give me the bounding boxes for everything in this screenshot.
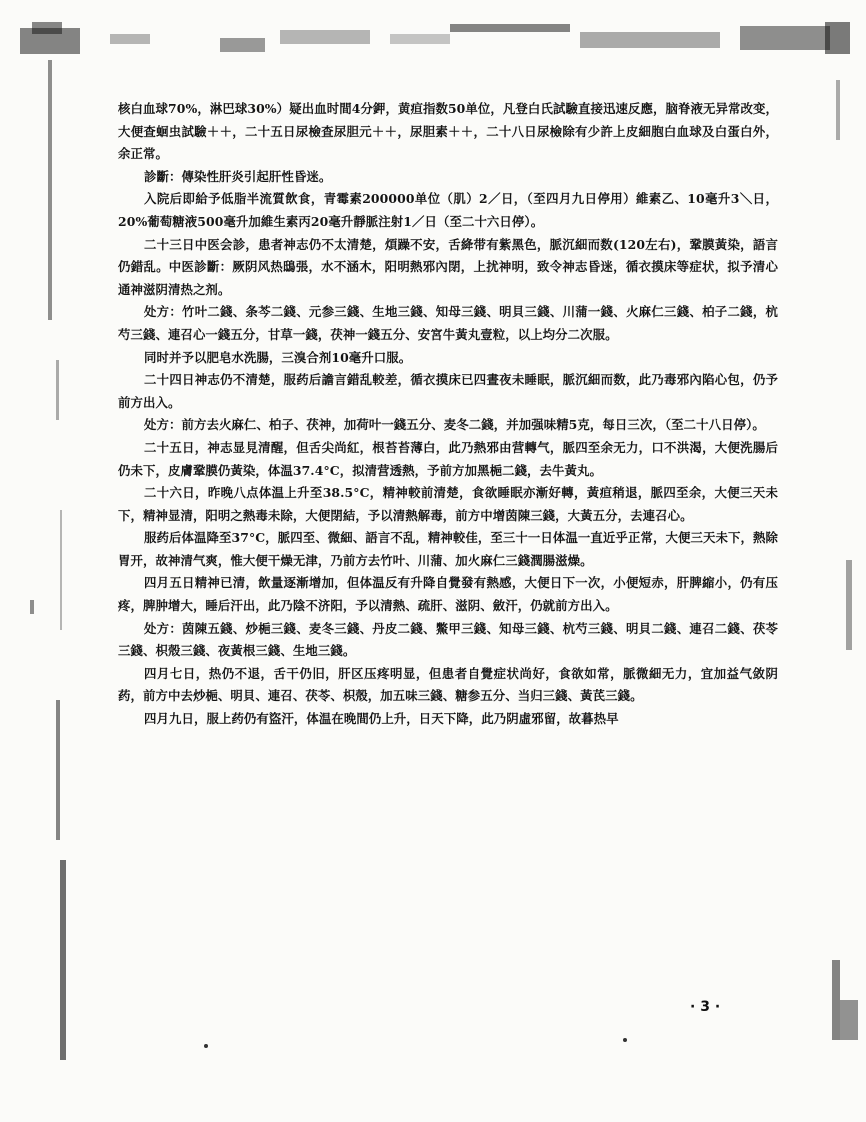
paragraph-prescription-3: 处方：茵陳五錢、炒梔三錢、麦冬三錢、丹皮二錢、鱉甲三錢、知母三錢、杭芍三錢、明貝二錢、連召二錢、茯苓三錢、枳殼三錢、夜黃根三錢、生地三錢。 — [118, 620, 778, 659]
paragraph-day-24: 二十四日神志仍不清楚，服药后譫言錯乱較差，循衣摸床已四晝夜未睡眠，脈沉細而数，此乃毒邪內陷心包，仍予前方出入。 — [118, 372, 778, 410]
scan-speck — [623, 1038, 627, 1042]
document-body — [118, 98, 778, 731]
page-number-value: 3 — [700, 999, 710, 1015]
paragraph-after-medication: 服药后体温降至37°C，脈四至、微細、語言不乱，精神較佳，至三十一日体温一直近乎正常，大便三天未下，熱除胃开，故神清气爽，惟大便干燥无津，乃前方去竹叶、川蒲、加火麻仁三錢潤腸滋燥。 — [118, 530, 778, 568]
scan-noise-right — [806, 60, 866, 1060]
scan-noise-left — [0, 60, 80, 1060]
paragraph-prescription-1: 处方：竹叶二錢、条芩二錢、元参三錢、生地三錢、知母三錢、明貝三錢、川蒲一錢、火麻仁三錢、柏子二錢，杭芍三錢、連召心一錢五分，甘草一錢，茯神一錢五分、安宮牛黃丸壹粒，以上均分二次服。 — [118, 304, 778, 342]
paragraph-day-25: 二十五日，神志显見清醒，但舌尖尚紅，根苔苔薄白，此乃熱邪由营轉气，脈四至余无力，口不洪渴，大便洗腸后仍未下，皮膚鞏膜仍黃染，体温37.4°C，拟清营透熱，予前方加黑梔二錢，去牛黃丸。 — [118, 439, 778, 478]
paragraph-1: 核白血球70%，淋巴球30%）疑出血时間4分鉀，黄疸指数50单位，凡登白氏試驗直接迅速反應，脑脊液无异常改变，大便查蛔虫試驗＋＋，二十五日尿檢查尿胆元＋＋，尿胆素＋＋，二十八日尿檢除有少許上皮細胞白血球及白蛋白外，余正常。 — [118, 101, 778, 162]
paragraph-april-7: 四月七日，热仍不退，舌干仍旧，肝区压疼明显，但患者自覺症状尚好，食欲如常，脈微細无力，宜加益气敛阴药，前方中去炒梔、明貝、連召、茯苓、枳殼，加五味三錢、糖参五分、当归三錢、黃芪三錢。 — [118, 665, 778, 704]
paragraph-diagnosis: 診斷：傳染性肝炎引起肝性昏迷。 — [144, 168, 332, 184]
scan-noise-top — [20, 18, 850, 56]
paragraph-april-5: 四月五日精神已清，飲量逐漸增加，但体温反有升降自覺發有熱感，大便日下一次，小便短赤，肝脾縮小，仍有压疼，脾肿增大，睡后汗出，此乃陰不济阳，予以清熱、疏肝、滋阴、斂汗，仍就前方出入。 — [118, 575, 778, 614]
scan-speck — [204, 1044, 208, 1048]
page-number: · 3 · — [690, 999, 721, 1015]
paragraph-enema: 同时并予以肥皂水洗腸，三溴合剂10毫升口服。 — [144, 349, 412, 365]
paragraph-admission: 入院后即給予低脂半流質飲食，青霉素200000单位（肌）2／日，（至四月九日停用）維素乙、10毫升3＼日，20%葡萄糖液500毫升加維生素丙20毫升靜脈注射1／日（至二十六日停）。 — [118, 191, 778, 229]
paragraph-day-26: 二十六日，昨晚八点体温上升至38.5°C，精神較前清楚，食欲睡眠亦漸好轉，黃疸稍退，脈四至余，大便三天未下，精神显清，阳明之熱毒未除，大便閉結，予以清熱解毒，前方中增茵陳三錢，大黃五分，去連召心。 — [118, 485, 778, 523]
paragraph-april-9: 四月九日，服上药仍有盜汗，体温在晚間仍上升，日天下降，此乃阴虛邪留，故暮热早 — [144, 711, 619, 727]
paragraph-day-23: 二十三日中医会診，患者神志仍不太清楚，煩躁不安，舌絳带有紫黑色，脈沉細而数(120左右)，鞏膜黃染，語言仍錯乱。中医診斷：厥阴风热鴟張，水不涵木，阳明熱邪內閉，上扰神明，致令神志昏迷，循衣摸床等症状，拟予清心通神滋阴清热之剂。 — [118, 236, 778, 297]
paragraph-prescription-2: 处方：前方去火麻仁、柏子、茯神，加荷叶一錢五分、麦冬二錢，并加强味精5克，每日三次，（至二十八日停）。 — [144, 417, 765, 433]
